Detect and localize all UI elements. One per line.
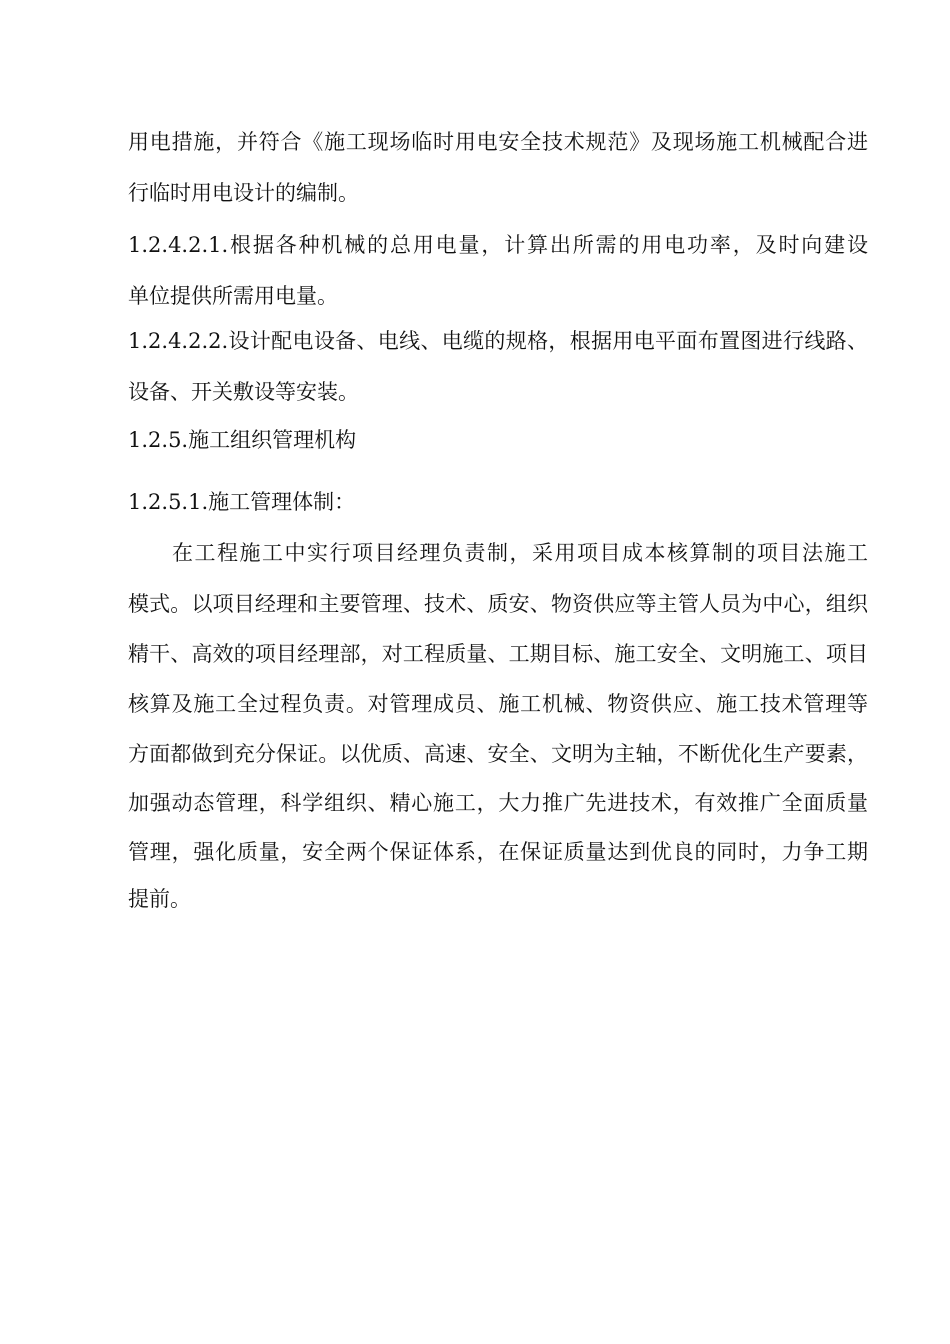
section-1-2-4-2-2: 1.2.4.2.2.设计配电设备、电线、电缆的规格，根据用电平面布置图进行线路、 xyxy=(128,329,868,353)
body-text-line: 方面都做到充分保证。以优质、高速、安全、文明为主轴，不断优化生产要素， xyxy=(128,742,868,766)
body-text-line: 管理，强化质量，安全两个保证体系，在保证质量达到优良的同时，力争工期 xyxy=(128,840,868,864)
body-text-line: 核算及施工全过程负责。对管理成员、施工机械、物资供应、施工技术管理等 xyxy=(128,692,868,716)
body-text-line: 行临时用电设计的编制。 xyxy=(128,181,359,205)
section-1-2-4-2-1: 1.2.4.2.1.根据各种机械的总用电量，计算出所需的用电功率，及时向建设 xyxy=(128,233,868,257)
section-heading-1-2-5-1: 1.2.5.1.施工管理体制： xyxy=(128,490,356,514)
body-text-line: 设备、开关敷设等安装。 xyxy=(128,380,359,404)
paragraph-first-line: 在工程施工中实行项目经理负责制，采用项目成本核算制的项目法施工 xyxy=(172,541,868,565)
body-text-line: 模式。以项目经理和主要管理、技术、质安、物资供应等主管人员为中心，组织 xyxy=(128,592,868,616)
body-text-line: 精干、高效的项目经理部，对工程质量、工期目标、施工安全、文明施工、项目 xyxy=(128,642,868,666)
body-text-line: 加强动态管理，科学组织、精心施工，大力推广先进技术，有效推广全面质量 xyxy=(128,791,868,815)
body-text-line: 用电措施，并符合《施工现场临时用电安全技术规范》及现场施工机械配合进 xyxy=(128,130,868,154)
body-text-line: 提前。 xyxy=(128,887,191,911)
section-heading-1-2-5: 1.2.5.施工组织管理机构 xyxy=(128,428,357,452)
body-text-line: 单位提供所需用电量。 xyxy=(128,284,338,308)
